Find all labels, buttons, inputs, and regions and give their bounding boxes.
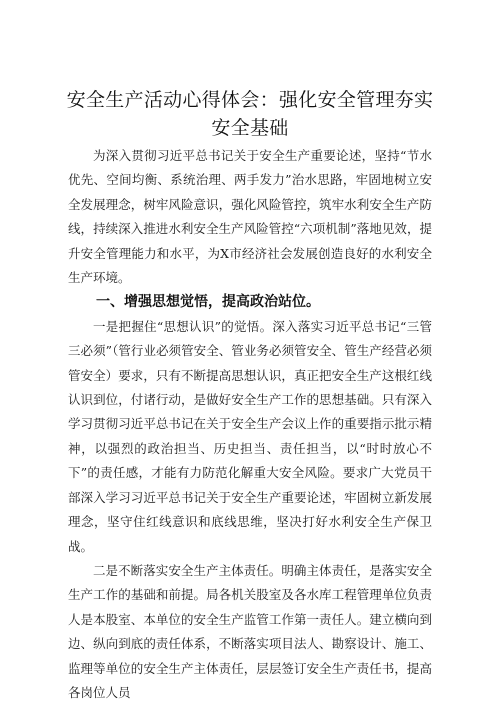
paragraph-1: 一是把握住“思想认识”的觉悟。深入落实习近平总书记“三管三必须”（管行业必须管安全、管业务必须管安全、管生产经营必须管安全）要求，只有不断提高思想认识，真正把安全生产这根红线认识到位，付诸行动，是做好安全生产工作的思想基础。只有深入学习贯彻习近平总书记在关于安全生产会议上作的重要指示批示精神，以强烈的政治担当、历史担当、责任担当，以“时时放心不下”的责任感，才能有力防范化解重大安全风险。要求广大党员干部深入学习习近平总书记关于安全生产重要论述，牢固树立新发展理念，坚守住红线意识和底线思维，坚决打好水利安全生产保卫战。 xyxy=(68,318,432,554)
intro-paragraph: 为深入贯彻习近平总书记关于安全生产重要论述，坚持“节水优先、空间均衡、系统治理、两手发力”治水思路，牢固地树立安全发展理念，树牢风险意识，强化风险管控，筑牢水利安全生产防线，持续深入推进水利安全生产风险管控“六项机制”落地见效，提升安全管理能力和水平，为X市经济社会发展创造良好的水利安全生产环境。 xyxy=(68,148,432,286)
document-title-line-2: 安全基础 xyxy=(211,117,289,139)
section-1-heading: 一、增强思想觉悟，提高政治站位。 xyxy=(96,294,320,311)
document-body xyxy=(68,144,432,705)
document-title-line-1: 安全生产活动心得体会：强化安全管理夯实 xyxy=(66,89,434,111)
paragraph-2: 二是不断落实安全生产主体责任。明确主体责任，是落实安全生产工作的基础和前提。局各机关股室及各水库工程管理单位负责人是本股室、本单位的安全生产监管工作第一责任人。建立横向到边、纵向到底的责任体系，不断落实项目法人、勘察设计、施工、监理等单位的安全生产主体责任，层层签订安全生产责任书，提高各岗位人员 xyxy=(68,562,432,700)
